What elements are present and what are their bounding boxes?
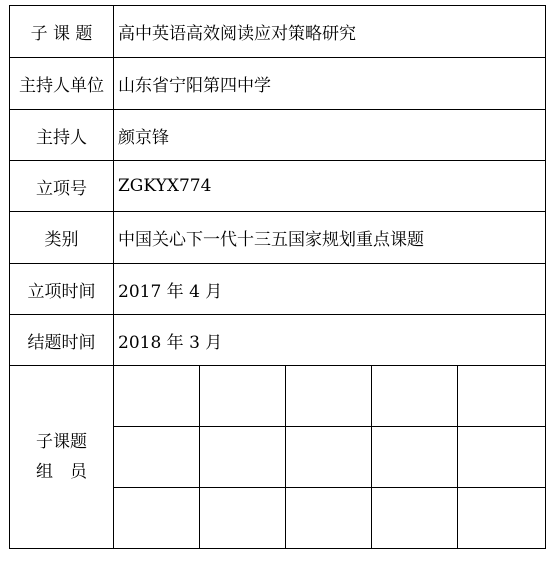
row-start-date bbox=[10, 264, 546, 315]
row-host bbox=[10, 110, 546, 161]
host-value: 颜京锋 bbox=[114, 110, 546, 161]
member-cell bbox=[114, 366, 200, 427]
row-subproject bbox=[10, 6, 546, 58]
project-info-form bbox=[9, 5, 545, 561]
row-project-number bbox=[10, 161, 546, 212]
member-cell bbox=[286, 488, 372, 549]
members-label-line1: 子课题 bbox=[36, 432, 87, 452]
project-number-label: 立项号 bbox=[10, 161, 114, 212]
member-cell bbox=[372, 488, 458, 549]
member-cell bbox=[200, 488, 286, 549]
category-label: 类别 bbox=[10, 212, 114, 264]
members-row bbox=[10, 366, 546, 427]
member-cell bbox=[286, 427, 372, 488]
members-label bbox=[10, 366, 114, 549]
member-cell bbox=[372, 366, 458, 427]
row-category bbox=[10, 212, 546, 264]
member-cell bbox=[200, 427, 286, 488]
project-number-value: ZGKYX774 bbox=[114, 161, 546, 212]
host-unit-value: 山东省宁阳第四中学 bbox=[114, 58, 546, 110]
member-cell bbox=[458, 427, 546, 488]
end-date-value: 2018 年 3 月 bbox=[114, 315, 546, 366]
end-date-label: 结题时间 bbox=[10, 315, 114, 366]
member-cell bbox=[200, 366, 286, 427]
member-cell bbox=[458, 488, 546, 549]
member-cell bbox=[372, 427, 458, 488]
project-info-table bbox=[9, 5, 546, 549]
row-end-date bbox=[10, 315, 546, 366]
member-cell bbox=[114, 427, 200, 488]
row-host-unit bbox=[10, 58, 546, 110]
member-cell bbox=[286, 366, 372, 427]
start-date-label: 立项时间 bbox=[10, 264, 114, 315]
member-cell bbox=[458, 366, 546, 427]
category-value: 中国关心下一代十三五国家规划重点课题 bbox=[114, 212, 546, 264]
start-date-value: 2017 年 4 月 bbox=[114, 264, 546, 315]
member-cell bbox=[114, 488, 200, 549]
members-label-line2: 组 员 bbox=[36, 462, 87, 482]
subproject-value: 高中英语高效阅读应对策略研究 bbox=[114, 6, 546, 58]
subproject-label: 子 课 题 bbox=[10, 6, 114, 58]
host-label: 主持人 bbox=[10, 110, 114, 161]
host-unit-label: 主持人单位 bbox=[10, 58, 114, 110]
